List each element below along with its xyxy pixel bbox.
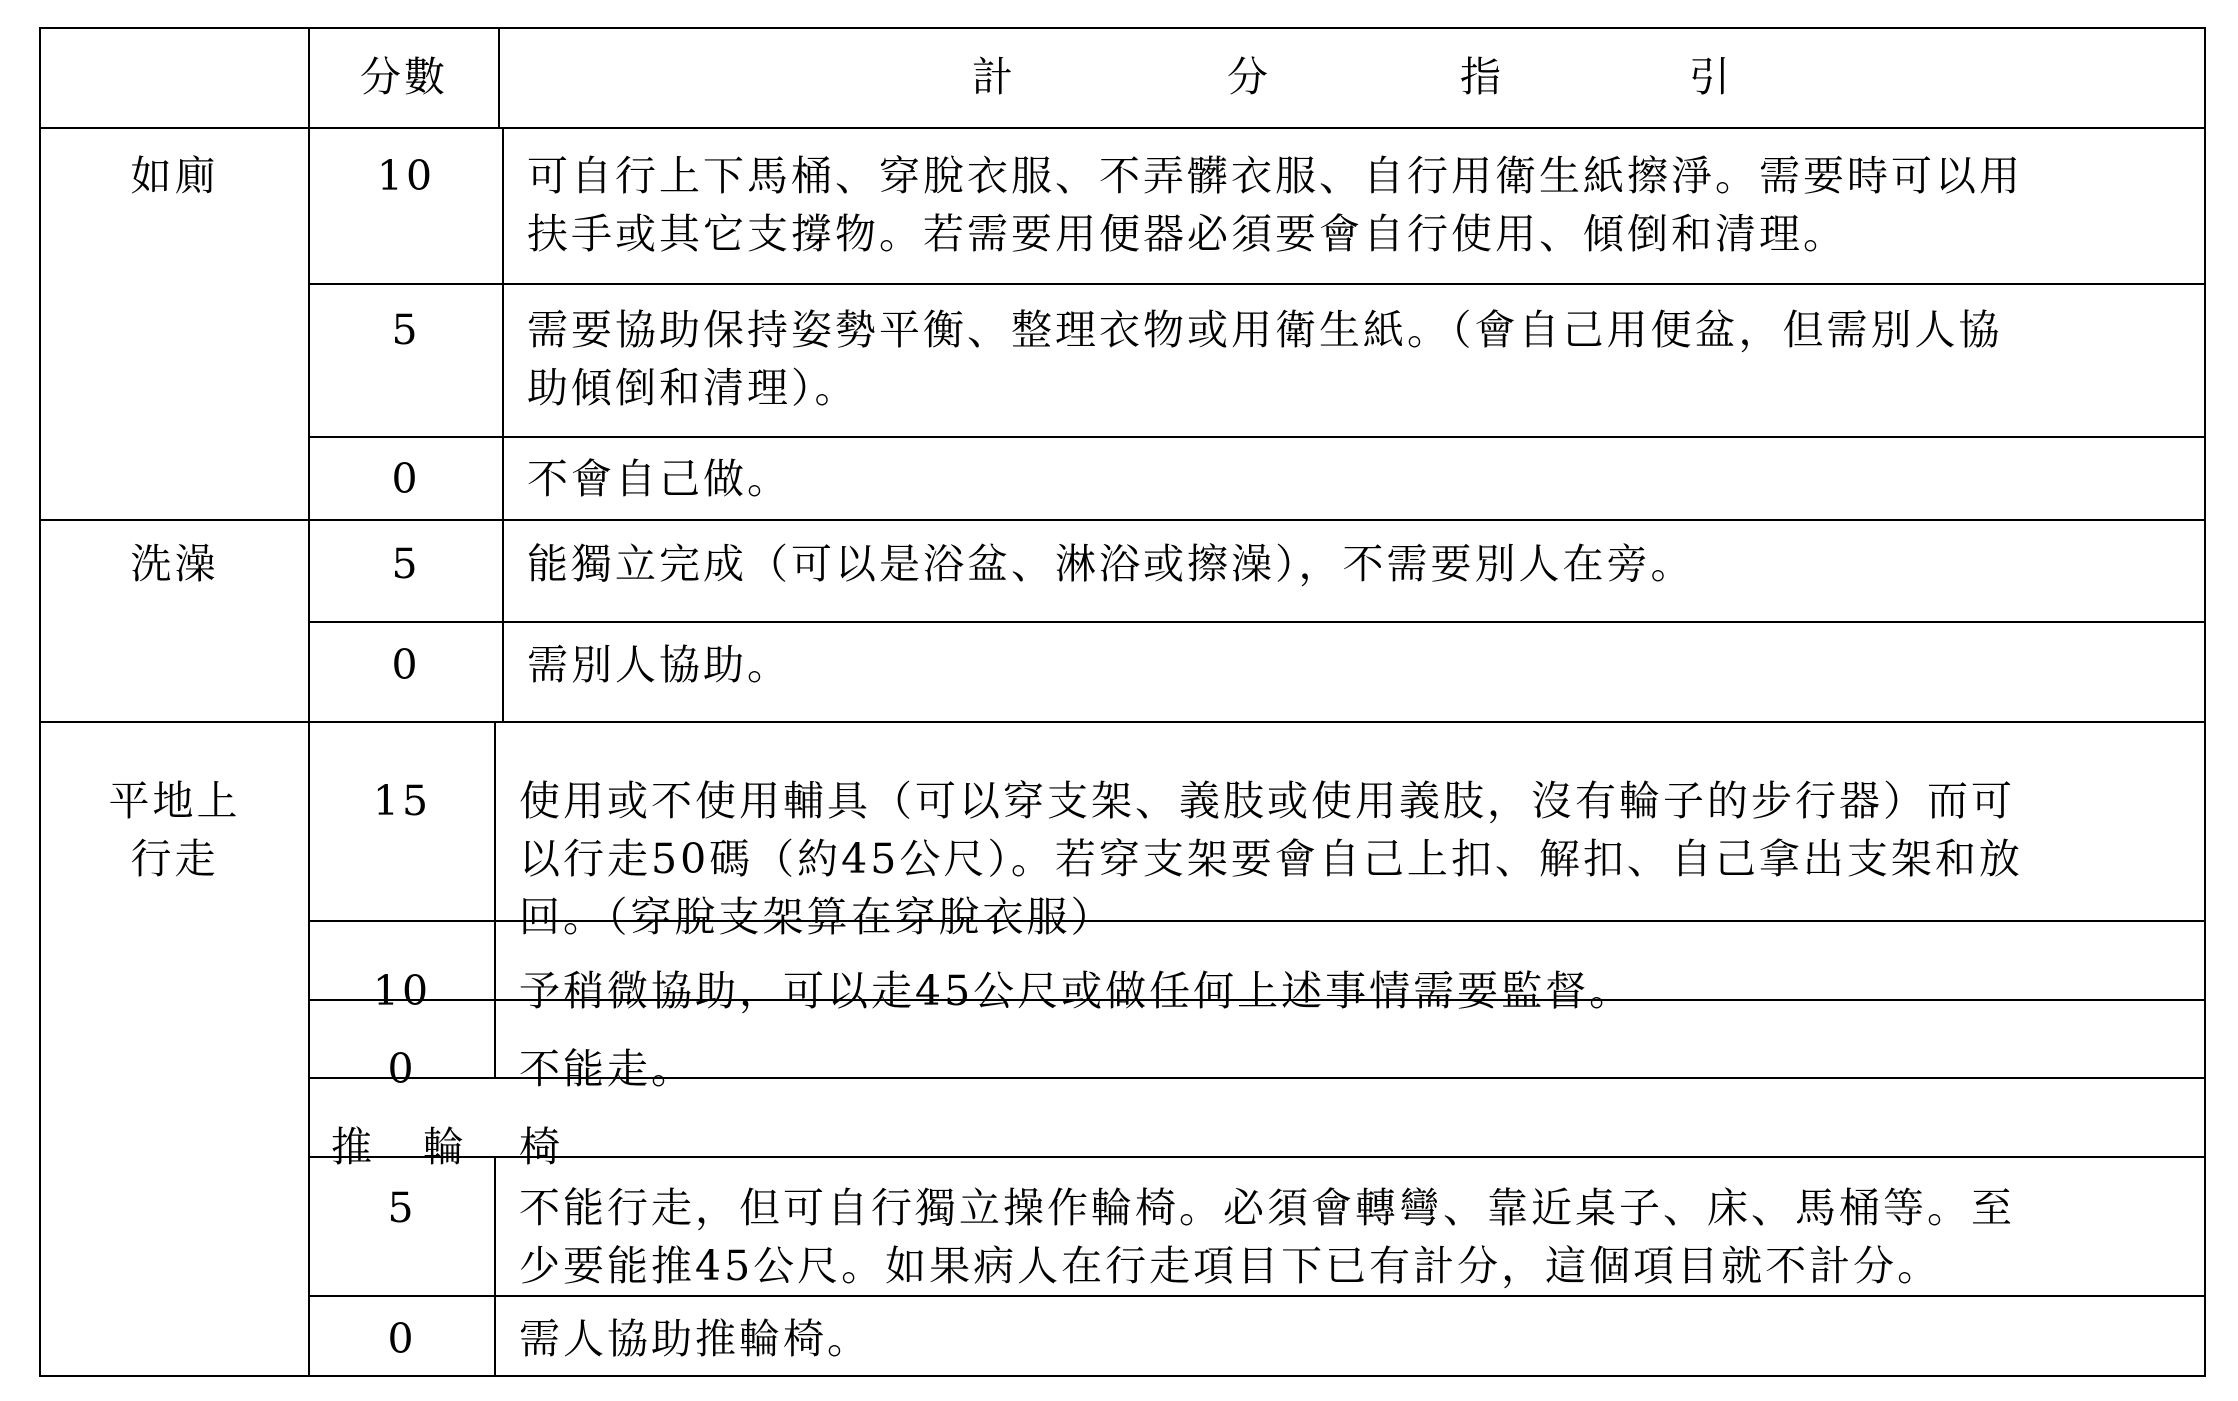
score-value: 0 xyxy=(391,455,421,503)
row-rule xyxy=(308,283,2206,285)
guide-text: 能獨立完成（可以是浴盆、淋浴或擦澡），不需要別人在旁。 xyxy=(527,540,1695,588)
item-name: 平地上 xyxy=(108,777,241,825)
guide-text: 扶手或其它支撐物。若需要用便器必須要會自行使用、傾倒和清理。 xyxy=(527,210,1847,258)
item-separator xyxy=(39,721,2206,723)
column-rule-score xyxy=(502,127,504,721)
score-value: 10 xyxy=(372,967,432,1015)
row-rule xyxy=(308,621,2206,623)
score-value: 15 xyxy=(372,777,432,825)
header-guide-char: 引 xyxy=(1689,53,1733,101)
score-value: 10 xyxy=(376,152,436,200)
guide-text: 需要協助保持姿勢平衡、整理衣物或用衛生紙。（會自己用便盆，但需別人協 xyxy=(527,306,2003,354)
header-guide-char: 計 xyxy=(972,53,1016,101)
score-value: 5 xyxy=(391,306,421,354)
score-value: 0 xyxy=(391,641,421,689)
sub-heading-char: 輪 xyxy=(423,1123,467,1171)
table-border-left xyxy=(39,27,41,1377)
score-value: 5 xyxy=(391,540,421,588)
column-rule-item xyxy=(308,27,310,1377)
guide-text: 予稍微協助，可以走45公尺或做任何上述事情需要監督。 xyxy=(519,967,1634,1015)
row-rule xyxy=(308,436,2206,438)
guide-text: 不能走。 xyxy=(519,1045,695,1093)
table-border-top xyxy=(39,27,2206,29)
guide-text: 需別人協助。 xyxy=(527,641,791,689)
table-border-right xyxy=(2204,27,2206,1377)
item-separator xyxy=(39,519,2206,521)
table-border-bottom xyxy=(39,1375,2206,1377)
guide-text: 需人協助推輪椅。 xyxy=(519,1315,871,1363)
guide-text: 助傾倒和清理）。 xyxy=(527,364,859,412)
guide-text: 可自行上下馬桶、穿脫衣服、不弄髒衣服、自行用衛生紙擦淨。需要時可以用 xyxy=(527,152,2023,200)
guide-text: 回。（穿脫支架算在穿脫衣服） xyxy=(519,893,1115,941)
guide-text: 以行走50碼（約45公尺）。若穿支架要會自己上扣、解扣、自己拿出支架和放 xyxy=(519,835,2023,883)
header-rule xyxy=(39,127,2206,129)
guide-text: 使用或不使用輔具（可以穿支架、義肢或使用義肢，沒有輪子的步行器）而可 xyxy=(519,777,2015,825)
column-rule-score xyxy=(494,721,496,1077)
sub-heading-char: 推 xyxy=(331,1123,375,1171)
column-rule-score xyxy=(498,27,500,127)
score-value: 5 xyxy=(387,1184,417,1232)
score-value: 0 xyxy=(387,1315,417,1363)
header-guide-char: 分 xyxy=(1227,53,1271,101)
guide-text: 少要能推45公尺。如果病人在行走項目下已有計分，這個項目就不計分。 xyxy=(519,1242,1942,1290)
item-name: 洗澡 xyxy=(130,540,219,588)
guide-text: 不能行走，但可自行獨立操作輪椅。必須會轉彎、靠近桌子、床、馬桶等。至 xyxy=(519,1184,2015,1232)
score-value: 0 xyxy=(387,1045,417,1093)
header-score: 分數 xyxy=(360,53,448,101)
sub-heading-char: 椅 xyxy=(519,1123,563,1171)
scoring-guide-table xyxy=(39,27,2206,1377)
row-rule xyxy=(308,1295,2206,1297)
item-name: 行走 xyxy=(130,835,219,883)
guide-text: 不會自己做。 xyxy=(527,455,791,503)
header-guide-char: 指 xyxy=(1460,53,1504,101)
item-name: 如廁 xyxy=(130,152,219,200)
column-rule-score xyxy=(494,1156,496,1377)
row-rule xyxy=(308,1156,2206,1158)
